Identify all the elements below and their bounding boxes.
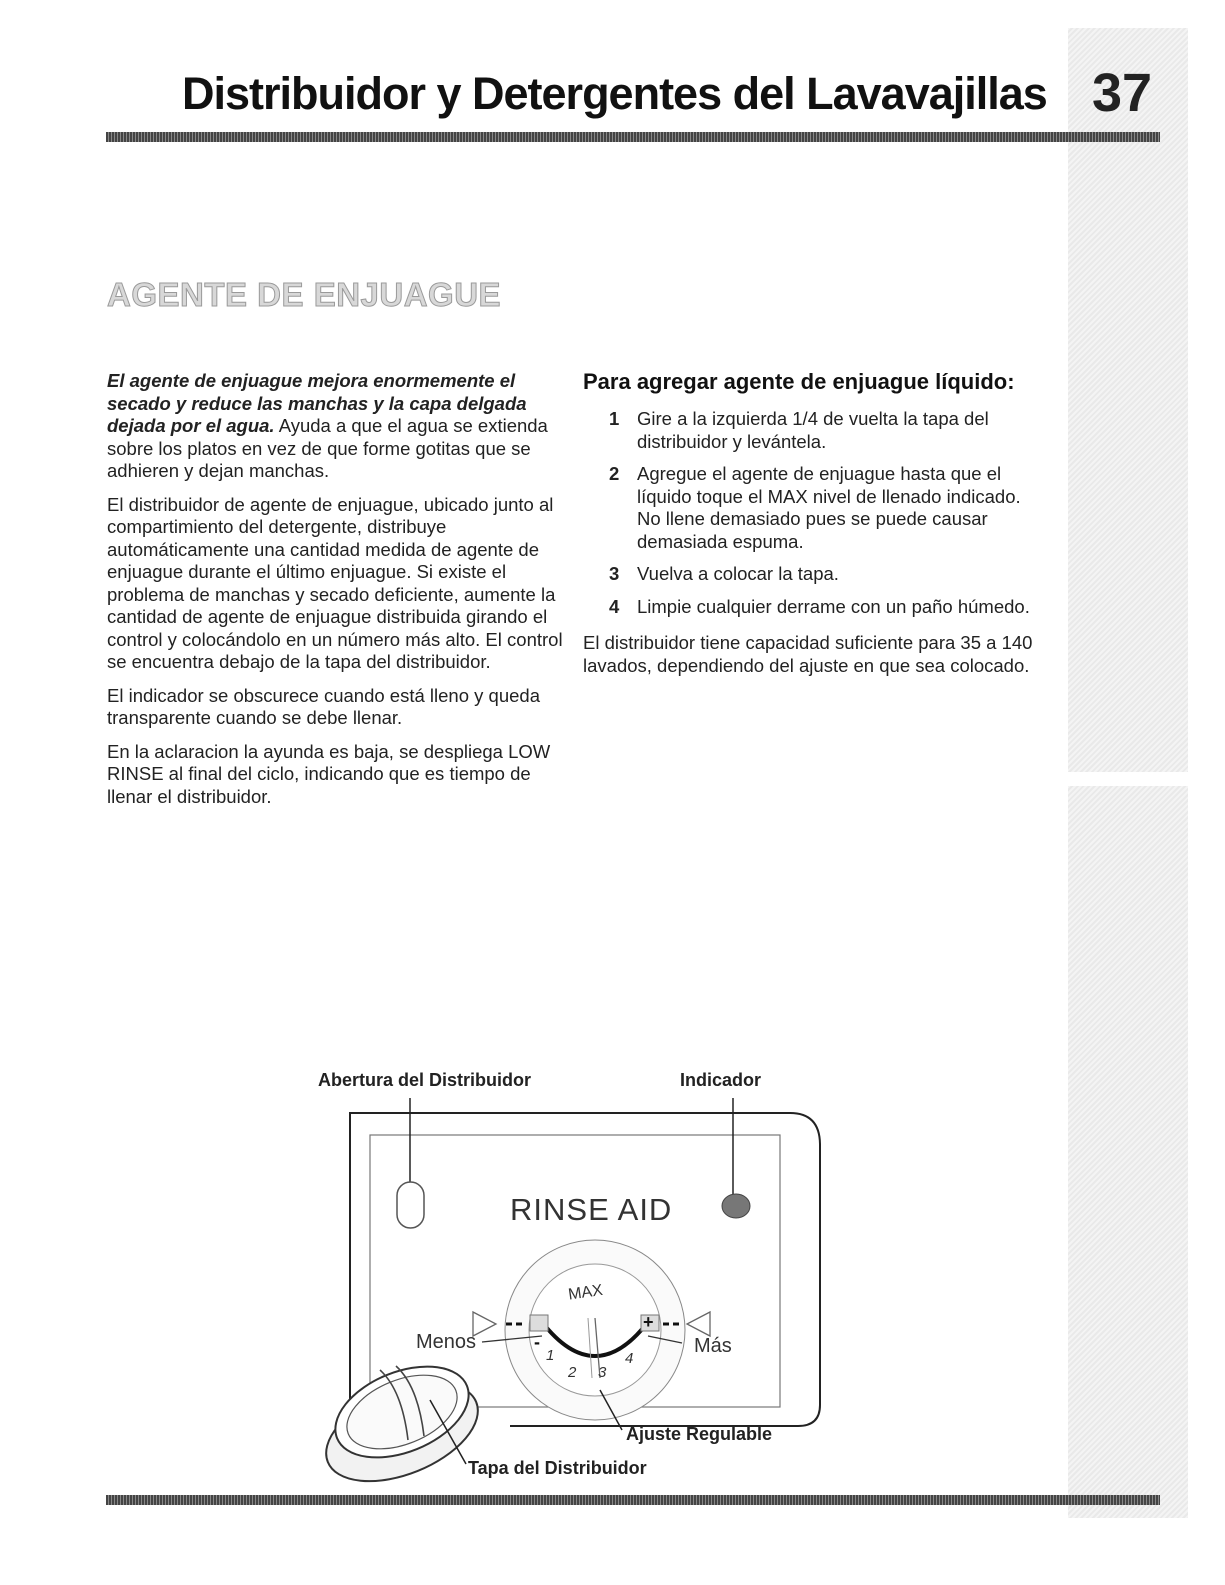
more-label: Más: [694, 1335, 732, 1357]
adjust-label: Ajuste Regulable: [626, 1424, 773, 1444]
step-item: [583, 596, 1033, 619]
dispenser-cap: [312, 1349, 492, 1490]
steps-list: [583, 408, 1033, 618]
indicator-dot: [722, 1194, 750, 1218]
dial-max-text: MAX: [567, 1281, 604, 1304]
top-rule: [106, 132, 1160, 142]
intro-bold: El agente de enjuague mejora enormemente el secado y reduce las manchas y la capa delgada dejada por el agua.: [107, 370, 527, 436]
page-title: Distribuidor y Detergentes del Lavavajillas: [182, 68, 1047, 119]
intro-paragraph: [107, 370, 569, 483]
step-number: 2: [609, 463, 620, 484]
dial-number: 3: [598, 1364, 607, 1381]
step-text: Limpie cualquier derrame con un paño húmedo.: [637, 595, 1030, 617]
bottom-rule: [106, 1495, 1160, 1505]
step-text: Gire a la izquierda 1/4 de vuelta la tapa del distribuidor y levántela.: [637, 408, 989, 452]
minus-square: [530, 1315, 548, 1331]
dispenser-opening: [397, 1182, 424, 1228]
step-number: 4: [609, 595, 620, 617]
step-number: 1: [609, 408, 620, 429]
indicator-paragraph: El indicador se obscurece cuando está lleno y queda transparente cuando se debe llenar.: [107, 684, 540, 728]
step-text: Vuelva a colocar la tapa.: [637, 563, 839, 584]
step-item: [583, 563, 1033, 586]
step-item: [583, 408, 1033, 453]
intro-rest: Ayuda a que el agua se extienda sobre los platos en vez de que forme gotitas que se adhieren y dejan manchas.: [107, 415, 548, 481]
section-heading: AGENTE DE ENJUAGUE: [107, 276, 502, 313]
side-tab-gap: [1068, 772, 1188, 786]
cap-label: Tapa del Distribuidor: [468, 1458, 647, 1478]
dial-number: 2: [568, 1364, 577, 1381]
dispenser-paragraph: El distribuidor de agente de enjuague, ubicado junto al compartimiento del detergente, distribuye automáticamente una cantidad medida de agente de enjuague durante el último enjuague. Si existe el problema de manchas y secado deficiente, aumente la cantidad de agente de enjuague distribuida girando el control y colocándolo en un número más alto. El control se encuentra debajo de la tapa del distribuidor.: [107, 493, 563, 672]
left-column: [107, 370, 569, 819]
less-label: Menos: [416, 1331, 477, 1353]
capacity-note: El distribuidor tiene capacidad suficiente para 35 a 140 lavados, dependiendo del ajuste en que sea colocado.: [583, 632, 1033, 676]
right-direction-arrow: [687, 1312, 710, 1336]
step-text: Agregue el agente de enjuague hasta que el líquido toque el MAX nivel de llenado indicado. No llene demasiado pues se puede causar demasiada espuma.: [637, 463, 1021, 552]
left-direction-arrow: [473, 1312, 496, 1336]
step-number: 3: [609, 563, 620, 584]
rinse-aid-text: RINSE AID: [510, 1192, 673, 1227]
steps-heading: Para agregar agente de enjuague líquido:: [583, 369, 1015, 394]
dial-number: 4: [625, 1350, 634, 1367]
indicator-label: Indicador: [680, 1070, 762, 1090]
plus-sign: +: [643, 1312, 654, 1332]
rinse-aid-diagram: [310, 1060, 830, 1490]
low-rinse-paragraph: En la aclaracion la ayunda es baja, se despliega LOW RINSE al final del ciclo, indicando que es tiempo de llenar el distribuidor.: [107, 740, 551, 807]
page-number: 37: [1092, 63, 1153, 123]
minus-sign: -: [534, 1332, 540, 1352]
dial-number: 1: [546, 1347, 555, 1364]
opening-label: Abertura del Distribuidor: [318, 1070, 532, 1090]
step-item: [583, 463, 1033, 553]
right-column: [583, 366, 1033, 696]
